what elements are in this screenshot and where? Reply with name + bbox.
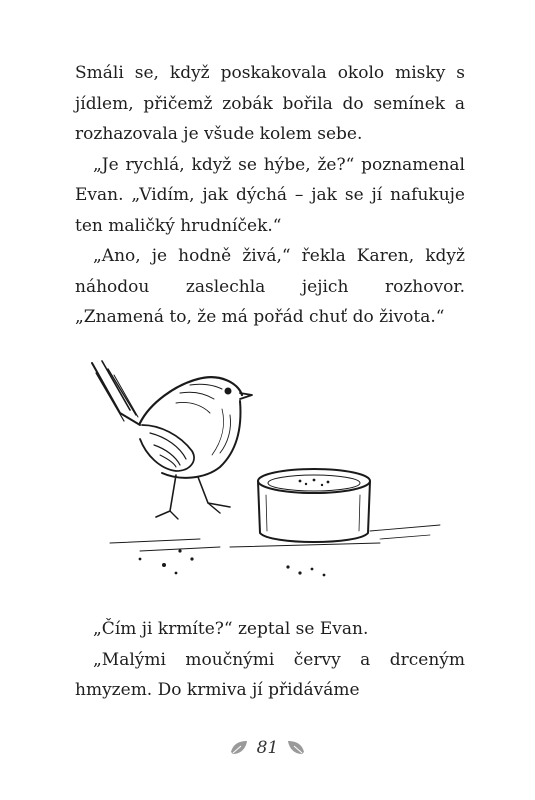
paragraph-4: „Čím ji krmíte?“ zeptal se Evan. [93,619,369,639]
page-number: 81 [256,738,279,758]
paragraph-2: „Je rychlá, když se hýbe, že?“ poznamenal Evan. „Vidím, jak dýchá – jak se jí nafukuje ten maličký hrudníček.“ [75,154,465,236]
paragraph-1: Smáli se, když poskakovala okolo misky s jídlem, přičemž zobák bořila do semínek a rozhazovala je všude kolem sebe. [75,63,465,144]
page-footer [0,736,535,760]
text-block-top [75,58,465,333]
text-block-bottom [75,614,465,706]
leaf-icon [286,738,306,758]
paragraph-3: „Ano, je hodně živá,“ řekla Karen, když náhodou zaslechla jejich rozhovor. „Znamená to, že má pořád chuť do života.“ [75,246,465,327]
paragraph-5: „Malými moučnými červy a drceným hmyzem. Do krmiva jí přidáváme [75,649,465,700]
robin-bird-icon [80,355,450,585]
leaf-icon [229,738,249,758]
